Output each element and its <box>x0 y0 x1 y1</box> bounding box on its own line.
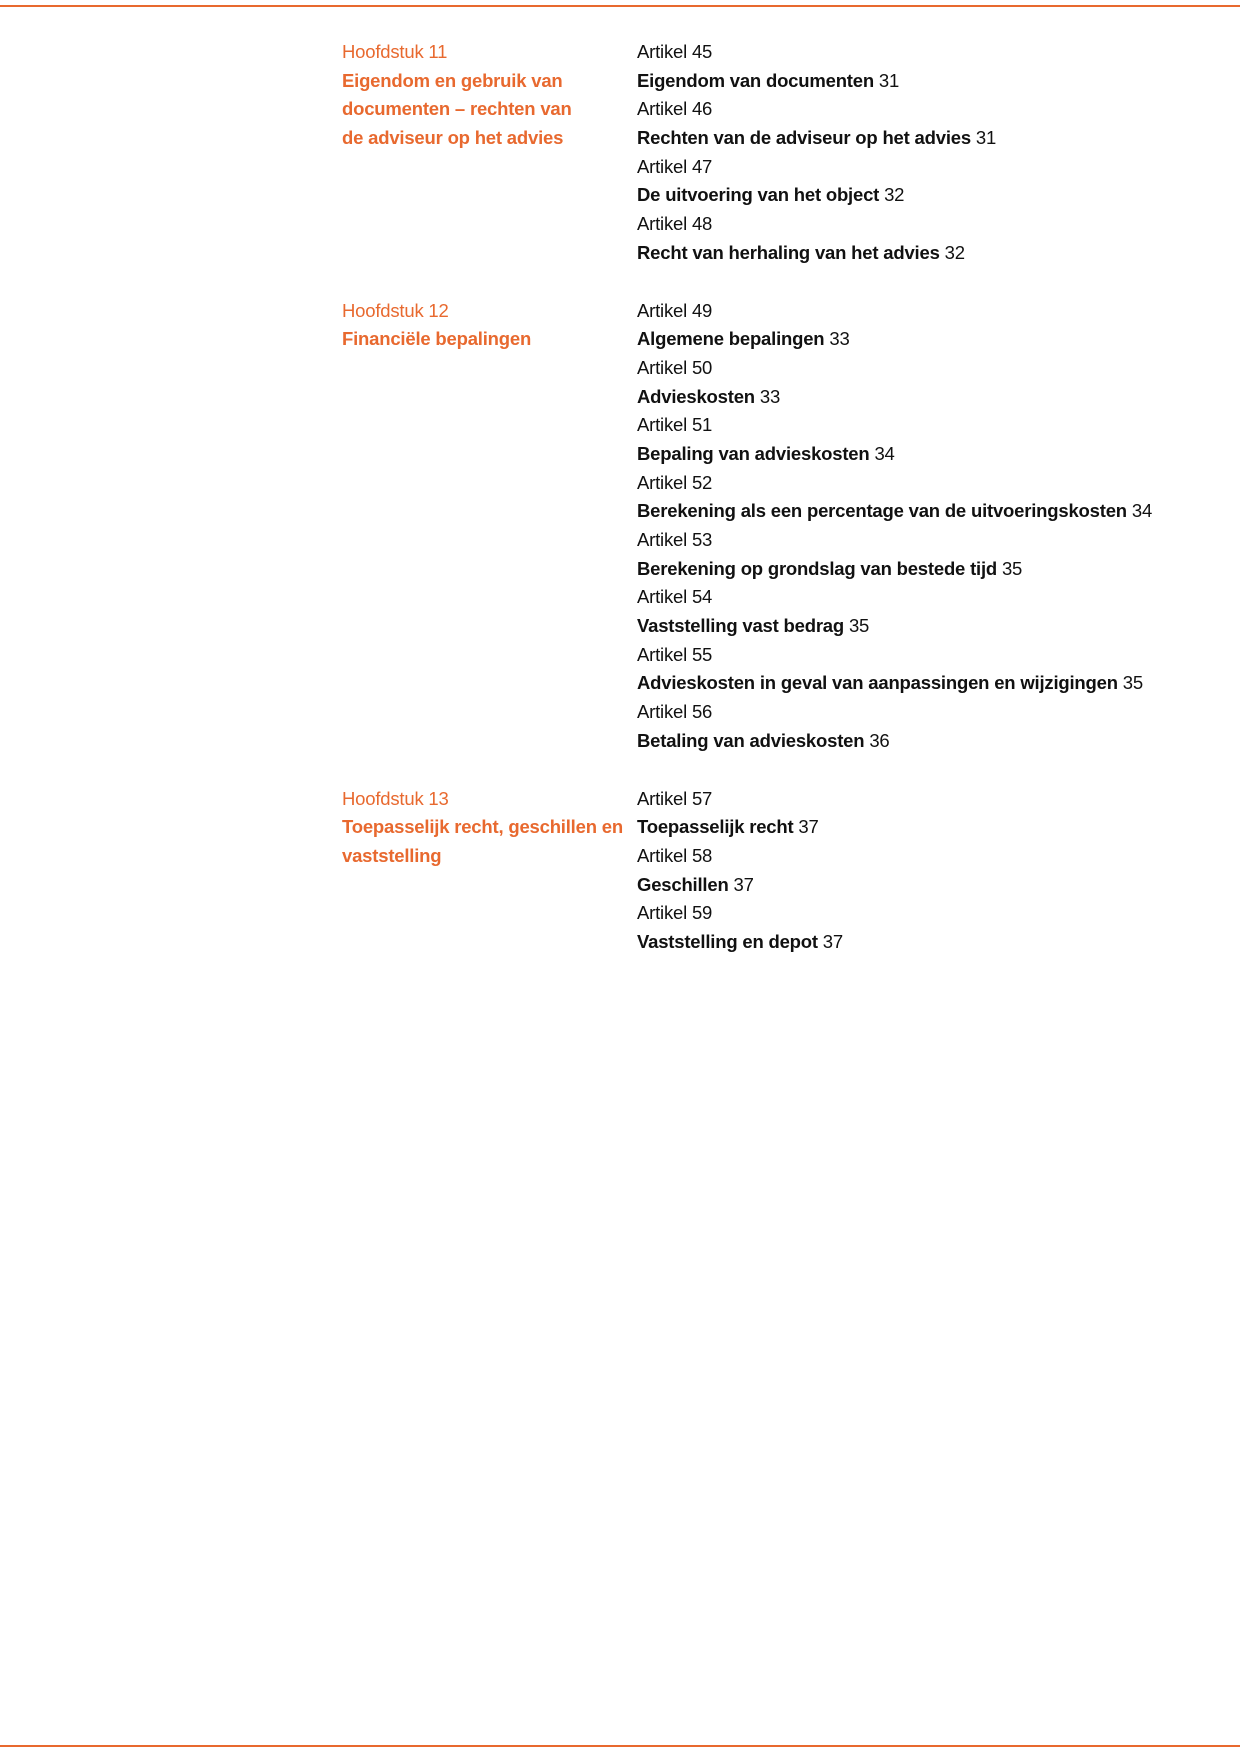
chapter-heading <box>342 38 637 268</box>
article-number: Artikel 53 <box>637 529 713 550</box>
article-title: De uitvoering van het object <box>637 184 880 206</box>
chapter-title-line: Toepasselijk recht, geschillen en <box>342 816 623 838</box>
chapter-title-line: Eigendom en gebruik van <box>342 69 563 91</box>
article-number: Artikel 54 <box>637 586 713 608</box>
article-entry[interactable] <box>637 871 1202 900</box>
chapter-section <box>342 785 1202 957</box>
page-number: 37 <box>733 873 754 895</box>
article-number: Artikel 47 <box>637 155 713 177</box>
article-entry[interactable] <box>637 727 1202 756</box>
article-title: Geschillen <box>637 873 729 895</box>
article-entry[interactable] <box>637 555 1202 584</box>
article-number: Artikel 51 <box>637 414 713 436</box>
chapter-title-line: Financiële bepalingen <box>342 328 532 350</box>
page-number: 35 <box>1001 557 1023 579</box>
article-number: Artikel 59 <box>637 902 713 924</box>
top-rule <box>0 5 1240 7</box>
article-entry[interactable] <box>637 181 1202 210</box>
chapter-section <box>342 297 1202 756</box>
page-number: 35 <box>1122 672 1143 694</box>
page-number: 33 <box>759 385 781 407</box>
article-list <box>637 297 1202 756</box>
article-entry[interactable] <box>637 612 1202 641</box>
page-number: 37 <box>822 930 843 952</box>
page-number: 34 <box>1131 500 1153 522</box>
article-list <box>637 785 1202 957</box>
chapter-label: Hoofdstuk 12 <box>342 299 449 321</box>
article-entry[interactable] <box>637 440 1202 469</box>
article-title: Bepaling van advieskosten <box>637 442 870 464</box>
article-number: Artikel 58 <box>637 844 713 866</box>
article-number: Artikel 48 <box>637 213 713 235</box>
page-number: 31 <box>975 127 997 149</box>
article-number: Artikel 56 <box>637 701 713 723</box>
article-title: Eigendom van documenten <box>637 69 874 91</box>
page-number: 32 <box>944 241 965 263</box>
chapter-title-line: vaststelling <box>342 844 442 866</box>
article-number: Artikel 46 <box>637 98 713 120</box>
article-title: Betaling van advieskosten <box>637 729 865 751</box>
article-number: Artikel 45 <box>637 41 713 62</box>
article-title: Berekening op grondslag van bestede tijd <box>637 557 998 579</box>
article-title: Advieskosten in geval van aanpassingen en wijzigingen <box>637 672 1118 694</box>
article-number: Artikel 55 <box>637 643 713 665</box>
chapter-title <box>342 813 637 870</box>
article-number: Artikel 57 <box>637 787 713 809</box>
article-entry[interactable] <box>637 669 1202 698</box>
article-title: Rechten van de adviseur op het advies <box>637 127 971 149</box>
article-entry[interactable] <box>637 383 1202 412</box>
chapter-label: Hoofdstuk 13 <box>342 787 449 809</box>
article-title: Algemene bepalingen <box>637 328 825 350</box>
page-number: 33 <box>829 328 850 350</box>
chapter-title <box>342 325 637 354</box>
page-number: 35 <box>848 615 870 637</box>
article-entry[interactable] <box>637 813 1202 842</box>
article-title: Toepasselijk recht <box>637 816 794 838</box>
chapter-section <box>342 38 1202 268</box>
chapter-title-line: de adviseur op het advies <box>342 127 564 149</box>
page-number: 31 <box>878 69 900 91</box>
article-entry[interactable] <box>637 124 1202 153</box>
article-entry[interactable] <box>637 325 1202 354</box>
chapter-title-line: documenten – rechten van <box>342 98 572 120</box>
page-number: 37 <box>798 816 819 838</box>
article-number: Artikel 50 <box>637 356 713 378</box>
article-list <box>637 38 1202 268</box>
article-entry[interactable] <box>637 928 1202 957</box>
article-title: Advieskosten <box>637 385 755 407</box>
bottom-rule <box>0 1745 1240 1747</box>
page-number: 36 <box>869 729 890 751</box>
article-entry[interactable] <box>637 67 1202 96</box>
chapter-label: Hoofdstuk 11 <box>342 41 448 62</box>
article-title: Berekening als een percentage van de uitvoeringskosten <box>637 500 1127 522</box>
article-number: Artikel 52 <box>637 471 713 493</box>
table-of-contents <box>342 38 1202 986</box>
article-entry[interactable] <box>637 497 1202 526</box>
page-number: 34 <box>874 442 895 464</box>
article-title: Vaststelling en depot <box>637 930 818 952</box>
article-title: Vaststelling vast bedrag <box>637 615 845 637</box>
article-number: Artikel 49 <box>637 299 713 321</box>
article-title: Recht van herhaling van het advies <box>637 241 940 263</box>
chapter-title <box>342 67 637 153</box>
chapter-heading <box>342 785 637 957</box>
article-entry[interactable] <box>637 239 1202 268</box>
page-number: 32 <box>884 184 905 206</box>
chapter-heading <box>342 297 637 756</box>
